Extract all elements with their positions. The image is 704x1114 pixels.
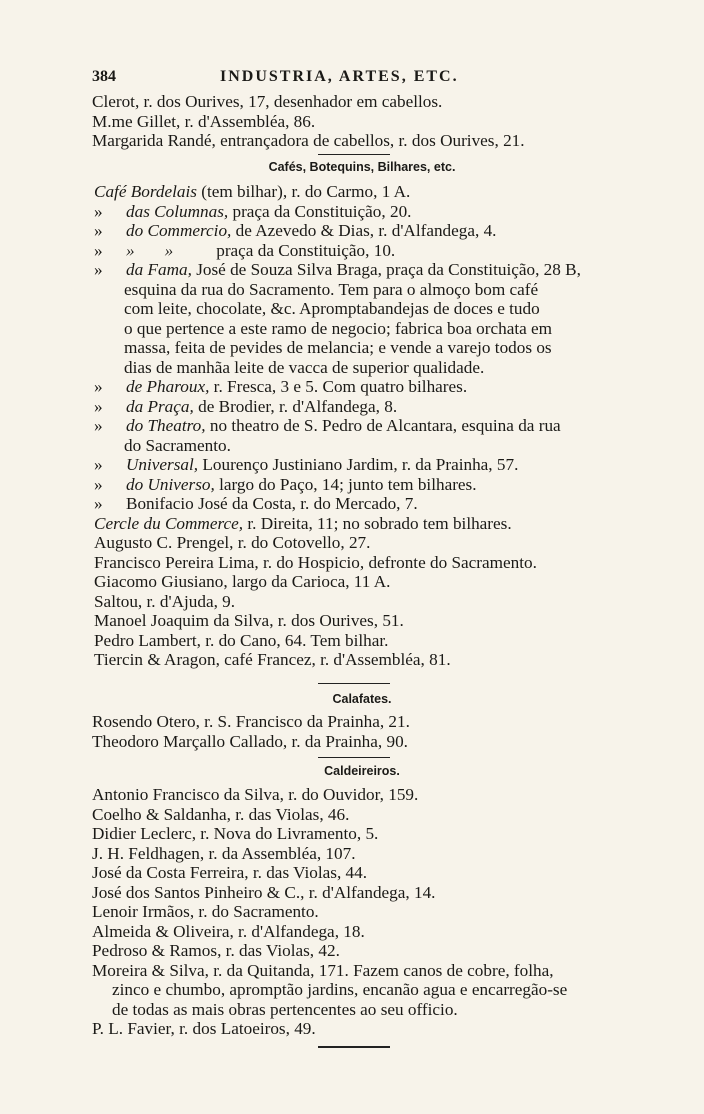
entry-text: José dos Santos Pinheiro & C., r. d'Alfandega, 14. [92, 882, 436, 902]
section-heading-cafes: Cafés, Botequins, Bilhares, etc. [268, 160, 456, 174]
entry-text: Pedroso & Ramos, r. das Violas, 42. [92, 941, 340, 960]
entry-name: Cercle du Commerce, [94, 513, 244, 533]
list-item [92, 1019, 632, 1039]
list-item [92, 533, 632, 553]
list-item [92, 732, 632, 752]
entry-text: José da Costa Ferreira, r. das Violas, 44. [92, 863, 368, 882]
section-cafes [92, 182, 632, 670]
entry-name: Universal, [126, 455, 199, 474]
entry-name: do Universo, [126, 474, 215, 494]
section-heading-calafates: Calafates. [332, 692, 392, 706]
divider [318, 757, 390, 758]
list-item: M.me Gillet, r. d'Assembléa, 86. [92, 111, 316, 131]
list-item [92, 611, 632, 631]
entry-text: Bonifacio José da Costa, r. do Mercado, 7. [126, 494, 418, 513]
entry-name: » » [126, 240, 174, 260]
entry-text: Tiercin & Aragon, café Francez, r. d'Assembléa, 81. [94, 650, 451, 669]
list-item [92, 514, 632, 534]
section-heading-caldeireiros: Caldeireiros. [324, 764, 400, 778]
entry-text: r. Fresca, 3 e 5. Com quatro bilhares. [209, 377, 468, 396]
entry-name: do Theatro, [126, 416, 206, 435]
entry-text: r. Direita, 11; no sobrado tem bilhares. [243, 513, 512, 533]
running-title: INDUSTRIA, ARTES, ETC. [220, 68, 459, 85]
list-item [92, 883, 632, 903]
entry-text: (tem bilhar), r. do Carmo, 1 A. [196, 182, 411, 201]
list-item [92, 221, 632, 241]
list-item [92, 202, 632, 222]
ditto-mark: » [94, 377, 103, 396]
list-item [92, 260, 632, 280]
list-item [92, 961, 632, 981]
entry-text: P. L. Favier, r. dos Latoeiros, 49. [92, 1019, 316, 1038]
list-item [92, 824, 632, 844]
list-item [92, 397, 632, 417]
divider [318, 683, 390, 684]
list-item [92, 494, 632, 514]
list-item [92, 805, 632, 825]
top-entries [92, 92, 632, 151]
list-item [92, 241, 632, 261]
entry-name: da Fama, [126, 260, 192, 279]
ditto-mark: » [94, 416, 103, 435]
list-item [92, 785, 632, 805]
list-item [92, 377, 632, 397]
entry-text: Lenoir Irmãos, r. do Sacramento. [92, 902, 319, 921]
list-item [92, 844, 632, 864]
list-item [92, 712, 632, 732]
running-header [92, 68, 612, 90]
ditto-mark: » [94, 396, 103, 416]
entry-name: Café Bordelais [94, 182, 197, 201]
entry-name: do Commercio, [126, 221, 232, 240]
entry-text: largo do Paço, 14; junto tem bilhares. [214, 474, 477, 494]
ditto-mark: » [94, 201, 103, 221]
entry-text: Saltou, r. d'Ajuda, 9. [94, 591, 236, 611]
list-item: Margarida Randé, entrançadora de cabellos, r. dos Ourives, 21. [92, 131, 525, 150]
list-item [92, 922, 632, 942]
list-item [92, 475, 632, 495]
list-item: o que pertence a este ramo de negocio; fabrica boa orchata em [124, 318, 553, 338]
entry-text: Lourenço Justiniano Jardim, r. da Prainha, 57. [198, 455, 519, 474]
entry-text: Manoel Joaquim da Silva, r. dos Ourives, 51. [94, 611, 404, 630]
list-item [92, 416, 632, 436]
list-item [92, 650, 632, 670]
entry-text: de Brodier, r. d'Alfandega, 8. [193, 396, 398, 416]
entry-text: J. H. Feldhagen, r. da Assembléa, 107. [92, 843, 356, 863]
list-item: de todas as mais obras pertencentes ao seu officio. [112, 999, 458, 1019]
list-item [92, 553, 632, 573]
list-item: massa, feita de pevides de melancia; e vende a varejo todos os [124, 338, 552, 357]
entry-text: Augusto C. Prengel, r. do Cotovello, 27. [94, 533, 371, 552]
entry-text: Giacomo Giusiano, largo da Carioca, 11 A. [94, 572, 391, 591]
list-item: zinco e chumbo, apromptão jardins, encanão agua e encarregão-se [112, 980, 568, 999]
list-item: esquina da rua do Sacramento. Tem para o almoço bom café [124, 279, 539, 299]
entry-text: Almeida & Oliveira, r. d'Alfandega, 18. [92, 921, 365, 941]
list-item: do Sacramento. [124, 435, 231, 455]
entry-text: Didier Leclerc, r. Nova do Livramento, 5. [92, 824, 379, 843]
list-item: dias de manhãa leite de vacca de superior qualidade. [124, 357, 485, 377]
entry-name: das Columnas, [126, 201, 229, 221]
section-caldeireiros [92, 785, 632, 1039]
entry-text: José de Souza Silva Braga, praça da Constituição, 28 B, [191, 260, 581, 279]
list-item [92, 455, 632, 475]
ditto-mark: » [94, 455, 103, 474]
entry-text: de Azevedo & Dias, r. d'Alfandega, 4. [231, 221, 497, 240]
entry-text: Antonio Francisco da Silva, r. do Ouvidor, 159. [92, 785, 419, 804]
list-item [92, 863, 632, 883]
entry-text: Rosendo Otero, r. S. Francisco da Prainha, 21. [92, 712, 410, 731]
entry-text: praça da Constituição, 10. [173, 240, 396, 260]
entry-text: Francisco Pereira Lima, r. do Hospicio, defronte do Sacramento. [94, 552, 537, 572]
list-item [92, 902, 632, 922]
end-divider [318, 1046, 390, 1048]
ditto-mark: » [94, 221, 103, 240]
ditto-mark: » [94, 494, 103, 513]
section-calafates [92, 712, 632, 751]
entry-text: praça da Constituição, 20. [228, 201, 412, 221]
entry-text: no theatro de S. Pedro de Alcantara, esquina da rua [205, 416, 561, 435]
entry-text: Theodoro Marçallo Callado, r. da Prainha, 90. [92, 731, 408, 751]
ditto-mark: » [94, 474, 103, 494]
ditto-mark: » [94, 240, 103, 260]
list-item: com leite, chocolate, &c. Apromptabandejas de doces e tudo [124, 299, 540, 318]
list-item: Clerot, r. dos Ourives, 17, desenhador em cabellos. [92, 92, 443, 111]
entry-text: Coelho & Saldanha, r. das Violas, 46. [92, 804, 350, 824]
list-item [92, 941, 632, 961]
entry-name: de Pharoux, [126, 377, 210, 396]
list-item [92, 182, 632, 202]
entry-text: Pedro Lambert, r. do Cano, 64. Tem bilhar. [94, 630, 389, 650]
entry-text: Moreira & Silva, r. da Quitanda, 171. Fazem canos de cobre, folha, [92, 960, 554, 980]
ditto-mark: » [94, 260, 103, 279]
list-item [92, 572, 632, 592]
list-item [92, 631, 632, 651]
page-number: 384 [92, 68, 116, 85]
entry-name: da Praça, [126, 396, 194, 416]
divider [318, 154, 390, 155]
list-item [92, 592, 632, 612]
